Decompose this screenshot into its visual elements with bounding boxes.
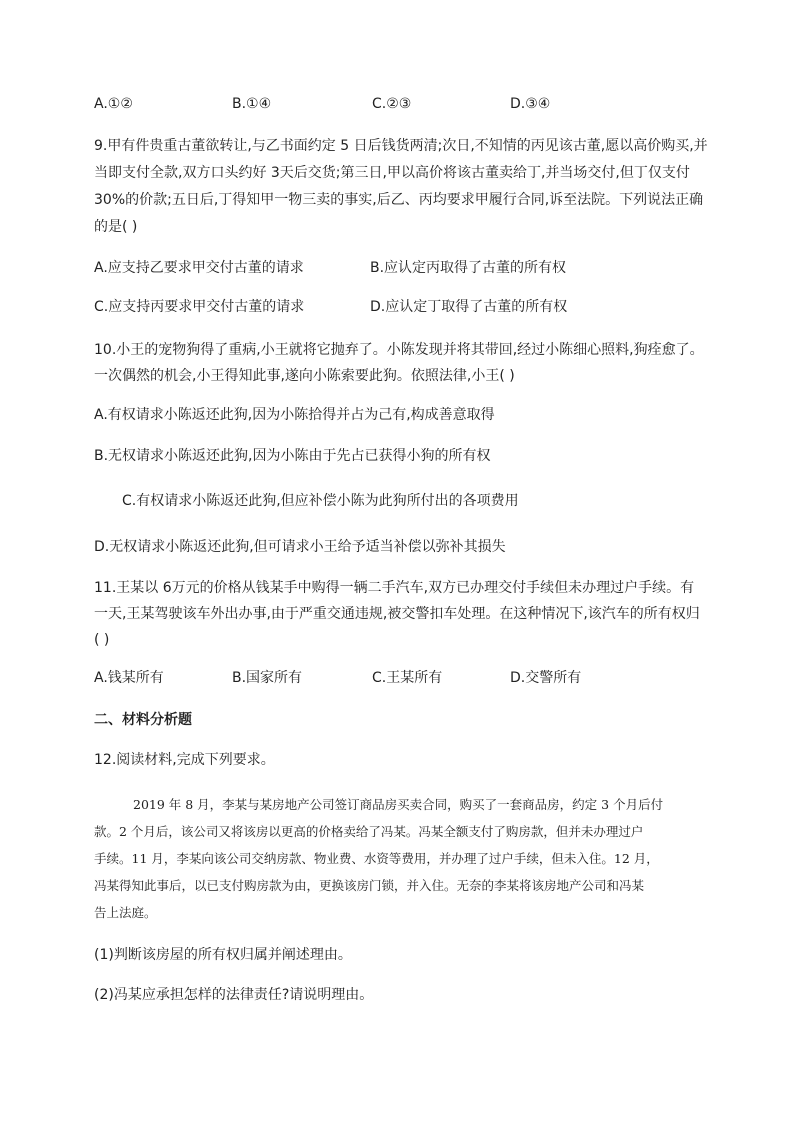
q9-option-b: B.应认定丙取得了古董的所有权 — [370, 260, 567, 276]
q10-stem-line: 10.小王的宠物狗得了重病,小王就将它抛弃了。小陈发现并将其带回,经过小陈细心照料,狗痊愈了。 — [94, 342, 704, 358]
q12-material-line: 手续。11 月，李某向该公司交纳房款、物业费、水资等费用，并办理了过户手续，但未入住。12 月， — [94, 851, 659, 866]
q11-option-b: B.国家所有 — [232, 670, 303, 686]
q9-option-a: A.应支持乙要求甲交付古董的请求 — [94, 260, 304, 276]
q8-option-c: C.②③ — [372, 96, 412, 112]
q11-option-a: A.钱某所有 — [94, 670, 164, 686]
q12-sub-question-2: (2)冯某应承担怎样的法律责任?请说明理由。 — [94, 987, 374, 1003]
q9-stem-line: 的是( ) — [94, 219, 138, 235]
q12-material-line: 款。2 个月后，该公司又将该房以更高的价格卖给了冯某。冯某全额支付了购房款，但并未办理过户 — [94, 824, 644, 839]
q10-option-a: A.有权请求小陈返还此狗,因为小陈拾得并占为己有,构成善意取得 — [94, 407, 495, 423]
q9-stem-line: 当即支付全款,双方口头约好 3天后交货;第三日,甲以高价将该古董卖给丁,并当场交付,但丁仅支付 — [94, 165, 690, 181]
q12-material-line: 冯某得知此事后，以已支付购房款为由，更换该房门锁，并入住。无奈的李某将该房地产公司和冯某 — [94, 878, 645, 893]
q11-option-d: D.交警所有 — [510, 670, 582, 686]
q10-stem-line: 一次偶然的机会,小王得知此事,遂向小陈索要此狗。依照法律,小王( ) — [94, 368, 515, 384]
q10-option-b: B.无权请求小陈返还此狗,因为小陈由于先占已获得小狗的所有权 — [94, 448, 491, 464]
q11-stem-line: 11.王某以 6万元的价格从钱某手中购得一辆二手汽车,双方已办理交付手续但未办理过户手续。有 — [94, 580, 695, 596]
q10-option-d: D.无权请求小陈返还此狗,但可请求小王给予适当补偿以弥补其损失 — [94, 539, 506, 555]
q12-material-line: 告上法庭。 — [94, 905, 157, 920]
q8-option-b: B.①④ — [232, 96, 272, 112]
q11-option-c: C.王某所有 — [372, 670, 443, 686]
q11-stem-line: ( ) — [94, 632, 110, 648]
q12-intro: 12.阅读材料,完成下列要求。 — [94, 752, 275, 768]
q9-option-c: C.应支持丙要求甲交付古董的请求 — [94, 299, 305, 315]
section-heading: 二、材料分析题 — [94, 712, 192, 728]
q8-option-a: A.①② — [94, 96, 133, 112]
q11-stem-line: 一天,王某驾驶该车外出办事,由于严重交通违规,被交警扣车处理。在这种情况下,该汽车的所有权归 — [94, 606, 700, 622]
q9-stem-line: 9.甲有件贵重古董欲转让,与乙书面约定 5 日后钱货两清;次日,不知情的丙见该古董,愿以高价购买,并 — [94, 138, 708, 154]
q9-option-d: D.应认定丁取得了古董的所有权 — [370, 299, 568, 315]
q10-option-c: C.有权请求小陈返还此狗,但应补偿小陈为此狗所付出的各项费用 — [122, 493, 519, 509]
q12-sub-question-1: (1)判断该房屋的所有权归属并阐述理由。 — [94, 947, 352, 963]
q8-option-d: D.③④ — [510, 96, 551, 112]
q9-stem-line: 30%的价款;五日后,丁得知甲一物三卖的事实,后乙、丙均要求甲履行合同,诉至法院。下列说法正确 — [94, 192, 704, 208]
q12-material-line: 2019 年 8 月，李某与某房地产公司签订商品房买卖合同，购买了一套商品房，约定 3 个月后付 — [133, 797, 664, 812]
